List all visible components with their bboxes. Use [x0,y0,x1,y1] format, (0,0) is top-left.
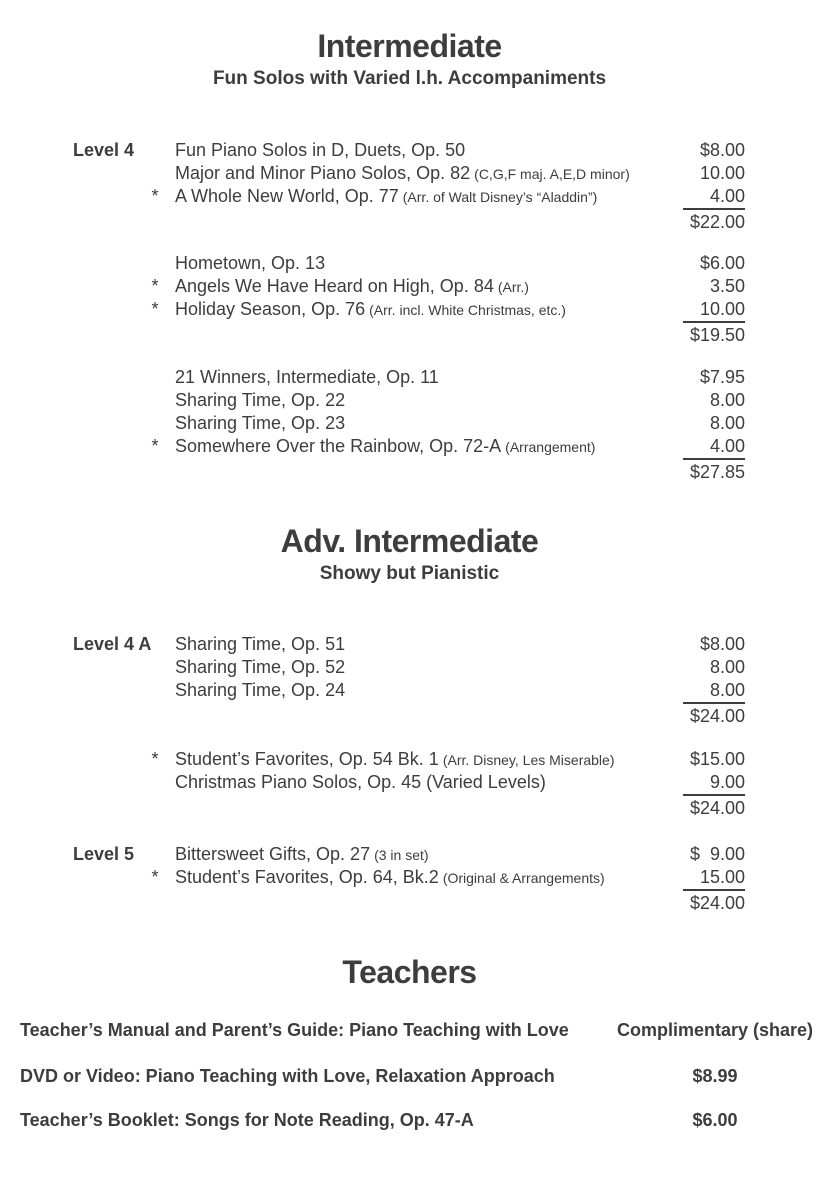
item-title-wrap [175,866,605,890]
item-note: (Arr. of Walt Disney’s “Aladdin”) [402,189,598,205]
item-title: Hometown, Op. 13 [175,253,326,273]
group-total: $24.00 [689,893,745,913]
sum-line [683,702,745,704]
group-total: $27.85 [689,462,745,482]
teacher-item-name: Teacher’s Manual and Parent’s Guide: Piano Teaching with Love [20,1020,569,1040]
teacher-item-price: $8.99 [692,1066,738,1086]
item-note: (Original & Arrangements) [442,870,605,886]
price-list-row [0,435,745,458]
item-title: Sharing Time, Op. 24 [175,680,346,700]
group-total: $22.00 [689,212,745,232]
item-title-wrap [175,162,630,186]
item-price: 9.00 [709,772,745,792]
teacher-row [20,1019,819,1042]
group-total: $24.00 [689,706,745,726]
item-price: $7.95 [699,367,745,387]
item-title: Christmas Piano Solos, Op. 45 (Varied Levels) [175,772,546,792]
price-list-row [0,275,745,298]
group-total-row [0,705,745,728]
sum-line [683,208,745,210]
group-total: $24.00 [689,798,745,818]
item-title-wrap [175,748,615,772]
item-title: Angels We Have Heard on High, Op. 84 [175,276,494,296]
item-price: 15.00 [699,867,745,887]
item-title-wrap [175,139,465,162]
item-price: 8.00 [709,657,745,677]
item-title: Somewhere Over the Rainbow, Op. 72-A [175,436,502,456]
item-title-wrap [175,435,595,459]
item-price: $15.00 [689,749,745,769]
item-title: Sharing Time, Op. 52 [175,657,346,677]
item-price: 4.00 [709,436,745,456]
item-title-wrap [175,298,566,322]
price-list-row [0,412,745,435]
price-list-row [0,139,745,162]
price-list-row [0,748,745,771]
teacher-item-name: DVD or Video: Piano Teaching with Love, Relaxation Approach [20,1066,555,1086]
group-total-row [0,211,745,234]
item-price: 8.00 [709,413,745,433]
item-note: (Arr. incl. White Christmas, etc.) [369,302,566,318]
item-price: 3.50 [709,276,745,296]
sum-line [683,321,745,323]
section-title-teachers: Teachers [342,954,477,990]
item-title: Bittersweet Gifts, Op. 27 [175,844,371,864]
item-note: (3 in set) [374,847,429,863]
level-label: Level 5 [73,844,135,864]
item-price: $8.00 [699,140,745,160]
item-title-wrap [175,389,345,412]
price-group [0,843,745,915]
teacher-row [20,1065,819,1088]
price-list-row [0,656,745,679]
asterisk-marker: * [151,186,159,206]
teacher-row [20,1109,819,1132]
item-title-wrap [175,366,439,389]
price-list-row [0,866,745,889]
item-title-wrap [175,633,345,656]
item-title: Sharing Time, Op. 22 [175,390,346,410]
teacher-item-price: $6.00 [692,1110,738,1130]
item-price: $8.00 [699,634,745,654]
level-label: Level 4 A [73,634,152,654]
item-title-wrap [175,275,529,299]
item-title: Sharing Time, Op. 23 [175,413,346,433]
item-price: 8.00 [709,680,745,700]
level-label: Level 4 [73,140,135,160]
price-group [0,252,745,347]
price-group [0,748,745,820]
asterisk-marker: * [151,436,159,456]
item-title: Student’s Favorites, Op. 54 Bk. 1 [175,749,439,769]
asterisk-marker: * [151,867,159,887]
group-total-row [0,324,745,347]
teacher-item-name: Teacher’s Booklet: Songs for Note Reading, Op. 47-A [20,1110,474,1130]
price-group [0,139,745,234]
group-total: $19.50 [689,325,745,345]
price-list-row [0,162,745,185]
section-subtitle-adv-intermediate: Showy but Pianistic [319,563,500,584]
item-title: Major and Minor Piano Solos, Op. 82 [175,163,471,183]
sum-line [683,458,745,460]
price-list-row [0,771,745,794]
price-list-row [0,298,745,321]
item-price: 10.00 [699,163,745,183]
item-note: (C,G,F maj. A,E,D minor) [474,166,630,182]
price-list-row [0,389,745,412]
asterisk-marker: * [151,749,159,769]
item-note: (Arrangement) [505,439,596,455]
item-price: $ 9.00 [689,844,745,864]
price-list-row [0,185,745,208]
group-total-row [0,461,745,484]
group-total-row [0,797,745,820]
item-title-wrap [175,656,345,679]
item-title-wrap [175,185,597,209]
section-title-adv-intermediate: Adv. Intermediate [280,523,539,559]
asterisk-marker: * [151,299,159,319]
item-note: (Arr. Disney, Les Miserable) [442,752,615,768]
item-title: A Whole New World, Op. 77 [175,186,399,206]
item-price: 4.00 [709,186,745,206]
asterisk-marker: * [151,276,159,296]
item-title: Sharing Time, Op. 51 [175,634,346,654]
item-title: Fun Piano Solos in D, Duets, Op. 50 [175,140,466,160]
item-price: 8.00 [709,390,745,410]
item-note: (Arr.) [497,279,529,295]
item-title-wrap [175,252,325,275]
item-title: Holiday Season, Op. 76 [175,299,366,319]
group-total-row [0,892,745,915]
item-title-wrap [175,412,345,435]
item-price: $6.00 [699,253,745,273]
price-list-row [0,252,745,275]
teacher-item-price: Complimentary (share) [616,1020,814,1040]
section-subtitle-intermediate: Fun Solos with Varied l.h. Accompaniments [212,68,607,89]
price-list-row [0,679,745,702]
price-list-row [0,843,745,866]
price-list-row [0,633,745,656]
item-title-wrap [175,679,345,702]
price-group [0,633,745,728]
item-price: 10.00 [699,299,745,319]
price-list-row [0,366,745,389]
sum-line [683,794,745,796]
section-title-intermediate: Intermediate [317,28,502,64]
price-group [0,366,745,484]
item-title-wrap [175,771,546,794]
item-title: 21 Winners, Intermediate, Op. 11 [175,367,439,387]
item-title: Student’s Favorites, Op. 64, Bk.2 [175,867,439,887]
item-title-wrap [175,843,429,867]
sum-line [683,889,745,891]
